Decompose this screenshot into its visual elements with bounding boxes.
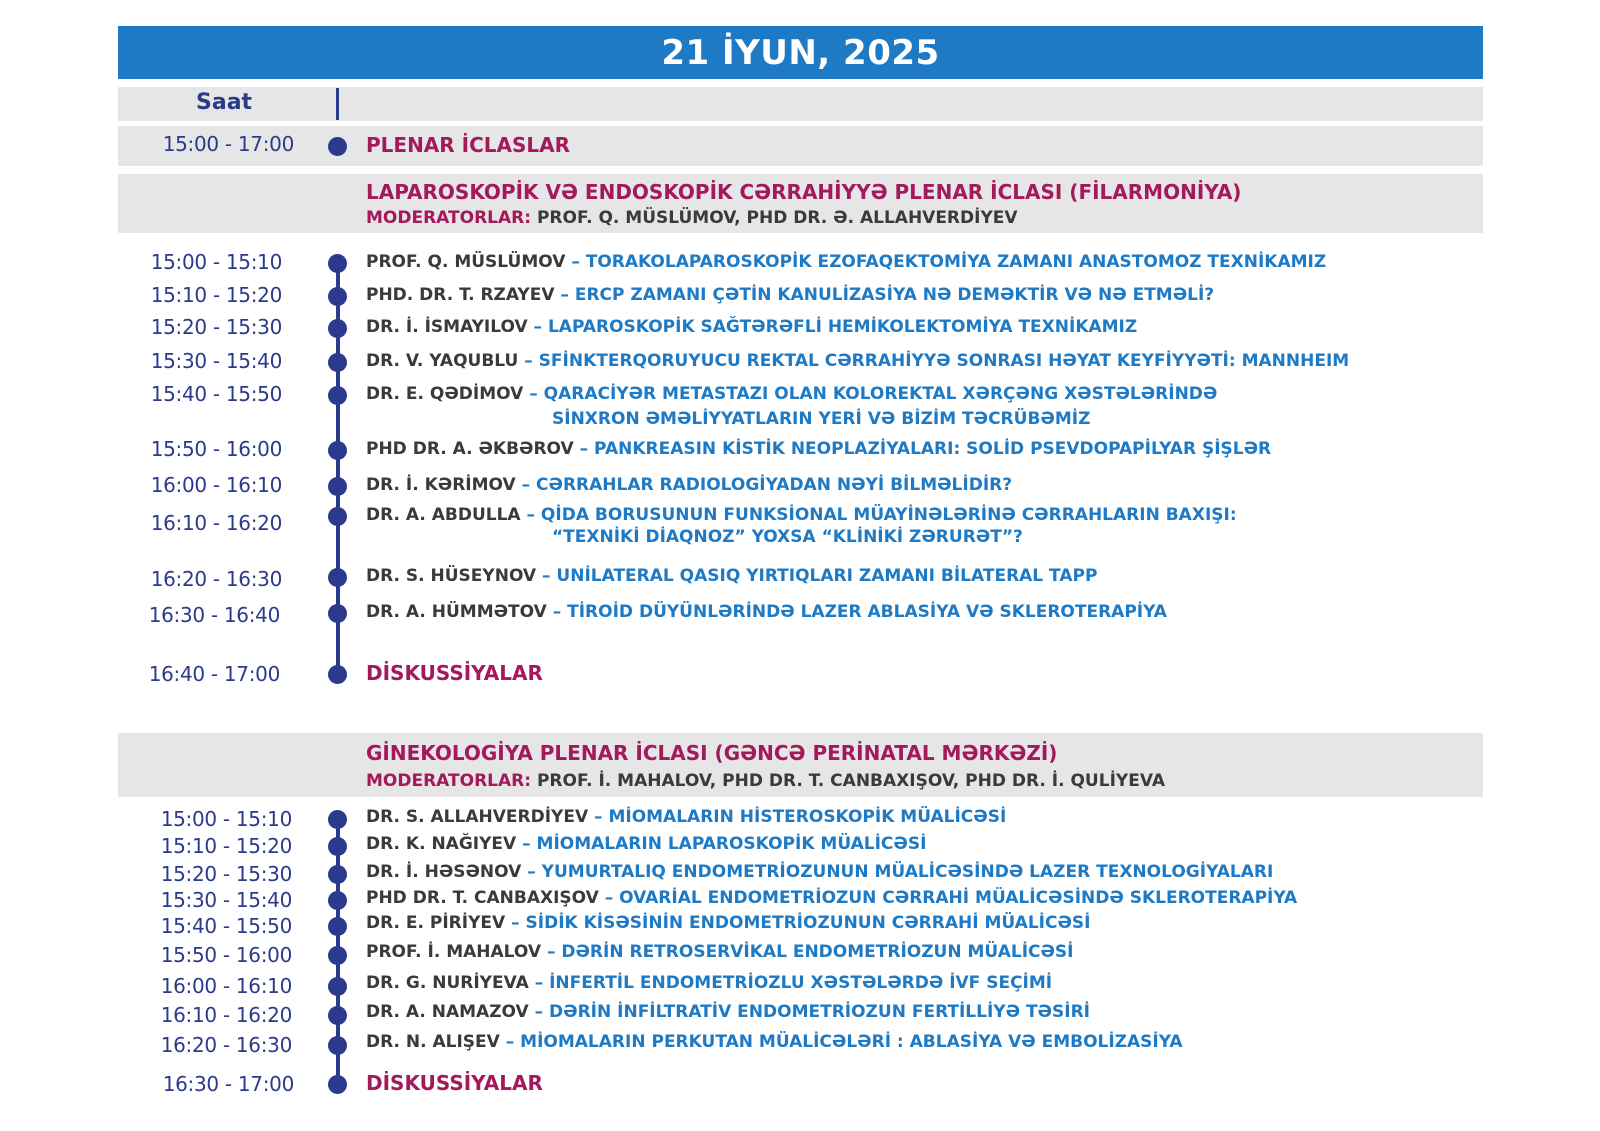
talk-title: – DƏRİN İNFİLTRATİV ENDOMETRİOZUN FERTİLLİYƏ TƏSİRİ [534,1002,1090,1022]
talk-speaker: DR. E. PİRİYEV [366,913,506,933]
talk-title: – LAPAROSKOPİK SAĞTƏRƏFLİ HEMİKOLEKTOMİYA TEXNİKAMIZ [533,317,1138,337]
talk-time: 15:00 - 15:10 [150,250,282,274]
talk-text [366,601,1476,623]
talk-speaker: PHD. DR. T. RZAYEV [366,285,555,305]
session2-moderators [366,771,1165,791]
talk-title: – MİOMALARIN LAPAROSKOPİK MÜALİCƏSİ [522,834,927,854]
timeline-dot [328,917,347,936]
talk-row [0,283,1600,313]
talk-time: 15:30 - 15:40 [160,888,292,912]
talk-speaker: DR. V. YAQUBLU [366,351,519,371]
talk-time: 16:10 - 16:20 [160,1003,292,1027]
discussion-time: 16:40 - 17:00 [148,662,280,686]
talk-title: – MİOMALARIN HİSTEROSKOPİK MÜALİCƏSİ [594,807,1007,827]
talk-title: – TİROİD DÜYÜNLƏRİNDƏ LAZER ABLASİYA VƏ SKLEROTERAPİYA [552,602,1167,622]
talk-time: 15:40 - 15:50 [150,382,282,406]
talk-speaker: PROF. İ. MAHALOV [366,942,542,962]
moderators-label: MODERATORLAR: [366,771,532,791]
talk-speaker: PROF. Q. MÜSLÜMOV [366,252,566,272]
timeline-dot [328,568,347,587]
talk-row [0,1003,1600,1033]
talk-row [0,315,1600,345]
talk-row [0,974,1600,1004]
talk-row [0,349,1600,379]
saat-band [118,87,1483,121]
talk-title: – ERCP ZAMANI ÇƏTİN KANULİZASİYA NƏ DEMƏKTİR VƏ NƏ ETMƏLİ? [560,285,1215,305]
timeline-dot [328,810,347,829]
talk-title: – MİOMALARIN PERKUTAN MÜALİCƏLƏRİ : ABLASİYA VƏ EMBOLİZASİYA [505,1032,1183,1052]
talk-row [0,507,1600,557]
talk-title: – DƏRİN RETROSERVİKAL ENDOMETRİOZUN MÜALİCƏSİ [546,942,1074,962]
timeline-dot [328,287,347,306]
moderators-label: MODERATORLAR: [366,208,532,228]
session1-moderators [366,208,1018,228]
talk-title: – TORAKOLAPAROSKOPİK EZOFAQEKTOMİYA ZAMANI ANASTOMOZ TEXNİKAMIZ [571,252,1327,272]
talk-text [366,1031,1476,1053]
talk-speaker: PHD DR. A. ƏKBƏROV [366,439,574,459]
talk-title-line2: “TEXNİKİ DİAQNOZ” YOXSA “KLİNİKİ ZƏRURƏT”? [552,527,1023,547]
timeline-dot [328,891,347,910]
talk-text [366,474,1476,496]
talk-title: – UNİLATERAL QASIQ YIRTIQLARI ZAMANI BİLATERAL TAPP [542,566,1098,586]
talk-time: 16:20 - 16:30 [160,1033,292,1057]
talk-time: 15:40 - 15:50 [160,914,292,938]
talk-speaker: DR. G. NURİYEVA [366,973,529,993]
talk-title: – İNFERTİL ENDOMETRİOZLU XƏSTƏLƏRDƏ İVF SEÇİMİ [534,973,1053,993]
talk-text [366,806,1476,828]
talk-title: – SİDİK KİSƏSİNİN ENDOMETRİOZUNUN CƏRRAHİ MÜALİCƏSİ [511,913,1091,933]
session1-title: LAPAROSKOPİK VƏ ENDOSKOPİK CƏRRAHİYYƏ PLENAR İCLASI (FİLARMONİYA) [366,180,1242,204]
timeline-dot [328,353,347,372]
talk-title: – OVARİAL ENDOMETRİOZUN CƏRRAHİ MÜALİCƏSİNDƏ SKLEROTERAPİYA [604,888,1298,908]
talk-title: – CƏRRAHLAR RADIOLOGİYADAN NƏYİ BİLMƏLİDİR? [521,475,1013,495]
timeline-dot [328,977,347,996]
saat-divider [336,88,339,120]
timeline-dot [328,665,347,684]
timeline-dot [328,1036,347,1055]
talk-speaker: DR. A. ABDULLA [366,505,521,525]
talk-title: – SFİNKTERQORUYUCU REKTAL CƏRRAHİYYƏ SONRASI HƏYAT KEYFİYYƏTİ: MANNHEIM [524,351,1350,371]
plenary-time: 15:00 - 17:00 [162,132,294,156]
talk-text [366,350,1476,372]
talk-row [0,250,1600,280]
talk-row [0,914,1600,944]
talk-time: 16:20 - 16:30 [150,567,282,591]
talk-text [366,383,1476,430]
timeline-dot [328,1006,347,1025]
talk-text [366,438,1476,460]
talk-speaker: DR. E. QƏDİMOV [366,384,524,404]
talk-row [0,382,1600,432]
talk-time: 15:10 - 15:20 [150,283,282,307]
timeline-dot [328,865,347,884]
talk-text [366,912,1476,934]
talk-text [366,972,1476,994]
talk-row [0,437,1600,467]
talk-time: 15:00 - 15:10 [160,807,292,831]
timeline-dot [328,137,347,156]
talk-time: 15:20 - 15:30 [150,315,282,339]
talk-text [366,861,1476,883]
talk-speaker: DR. S. HÜSEYNOV [366,566,537,586]
talk-row [0,943,1600,973]
talk-time: 15:10 - 15:20 [160,834,292,858]
timeline-dot [328,254,347,273]
moderators-names: PROF. Q. MÜSLÜMOV, PHD DR. Ə. ALLAHVERDİYEV [536,208,1018,228]
moderators-names: PROF. İ. MAHALOV, PHD DR. T. CANBAXIŞOV, PHD DR. İ. QULİYEVA [536,771,1165,791]
talk-time: 16:00 - 16:10 [150,473,282,497]
talk-speaker: PHD DR. T. CANBAXIŞOV [366,888,599,908]
talk-title: – QARACİYƏR METASTAZI OLAN KOLOREKTAL XƏRÇƏNG XƏSTƏLƏRİNDƏ [529,384,1218,404]
talk-title: – YUMURTALIQ ENDOMETRİOZUNUN MÜALİCƏSİNDƏ LAZER TEXNOLOGİYALARI [527,862,1274,882]
discussion-time: 16:30 - 17:00 [162,1072,294,1096]
timeline-dot [328,386,347,405]
talk-speaker: DR. A. HÜMMƏTOV [366,602,547,622]
talk-time: 16:00 - 16:10 [160,974,292,998]
talk-speaker: DR. S. ALLAHVERDİYEV [366,807,589,827]
talk-title: – PANKREASIN KİSTİK NEOPLAZİYALARI: SOLİD PSEVDOPAPİLYAR ŞİŞLƏR [579,439,1272,459]
talk-time: 15:20 - 15:30 [160,862,292,886]
talk-text [366,251,1476,273]
talk-text [366,1001,1476,1023]
timeline-dot [328,441,347,460]
plenary-row [0,132,1600,162]
talk-row [0,834,1600,864]
talk-speaker: DR. İ. KƏRİMOV [366,475,516,495]
discussion-row [0,662,1600,692]
talk-row [0,603,1600,633]
talk-row [0,1033,1600,1063]
talk-time: 16:10 - 16:20 [150,511,282,535]
talk-text [366,504,1476,548]
session2-title: GİNEKOLOGİYA PLENAR İCLASI (GƏNCƏ PERİNATAL MƏRKƏZİ) [366,741,1058,765]
talk-speaker: DR. İ. HƏSƏNOV [366,862,522,882]
talk-row [0,473,1600,503]
discussion-label: DİSKUSSİYALAR [366,1071,543,1095]
discussion-row [0,1072,1600,1102]
talk-speaker: DR. A. NAMAZOV [366,1002,529,1022]
talk-row [0,567,1600,597]
timeline-dot [328,837,347,856]
timeline-dot [328,477,347,496]
talk-time: 15:50 - 16:00 [150,437,282,461]
talk-speaker: DR. K. NAĞIYEV [366,834,517,854]
talk-time: 15:50 - 16:00 [160,943,292,967]
talk-speaker: DR. N. ALIŞEV [366,1032,500,1052]
talk-text [366,941,1476,963]
talk-time: 16:30 - 16:40 [148,603,280,627]
saat-label: Saat [196,90,253,115]
discussion-label: DİSKUSSİYALAR [366,661,543,685]
talk-text [366,887,1476,909]
talk-title-line2: SİNXRON ƏMƏLİYYATLARIN YERİ VƏ BİZİM TƏCRÜBƏMİZ [552,409,1091,429]
talk-text [366,565,1476,587]
talk-text [366,316,1476,338]
talk-text [366,284,1476,306]
talk-title: – QİDA BORUSUNUN FUNKSİONAL MÜAYİNƏLƏRİNƏ CƏRRAHLARIN BAXIŞI: [526,505,1237,525]
timeline-dot [328,319,347,338]
date-header: 21 İYUN, 2025 [118,26,1483,79]
timeline-dot [328,604,347,623]
timeline-dot [328,507,347,526]
timeline-dot [328,1075,347,1094]
plenary-label: PLENAR İCLASLAR [366,133,571,157]
talk-time: 15:30 - 15:40 [150,349,282,373]
timeline-dot [328,946,347,965]
talk-speaker: DR. İ. İSMAYILOV [366,317,528,337]
talk-text [366,833,1476,855]
